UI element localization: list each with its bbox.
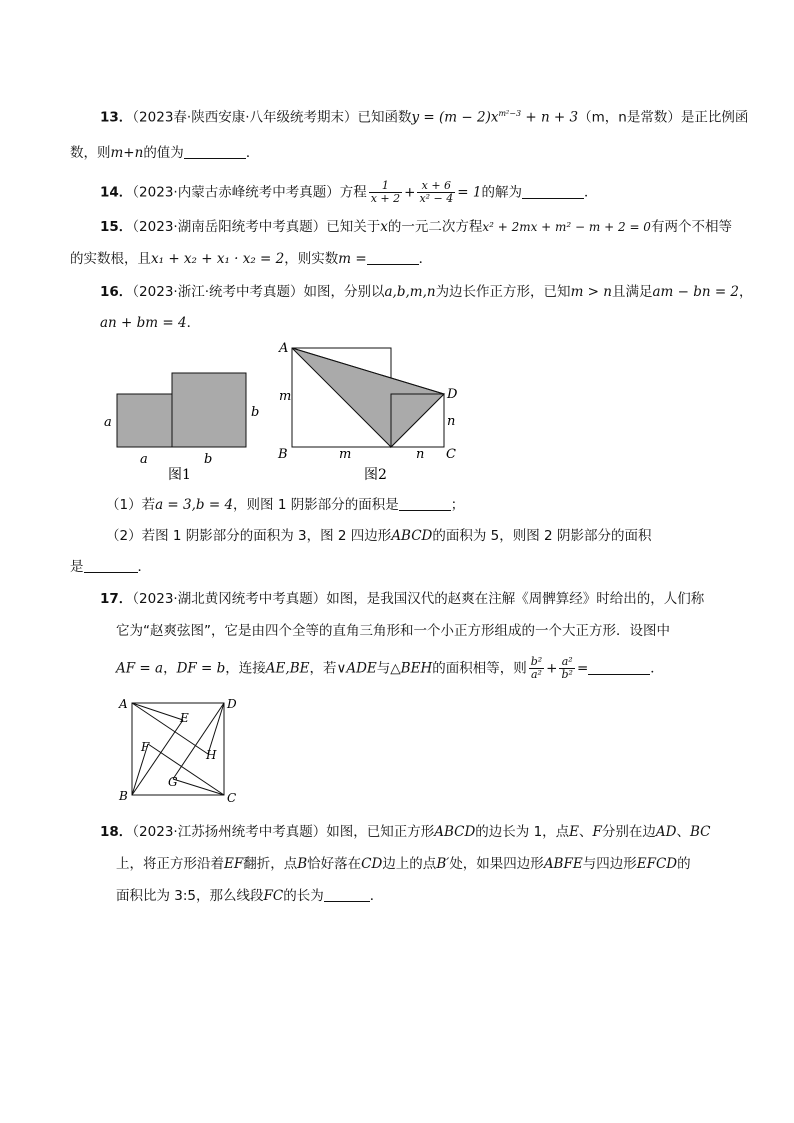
punctuation: ； <box>450 497 465 513</box>
question-number: 17． <box>100 591 133 607</box>
point-b: B <box>297 856 308 872</box>
denominator: a² <box>530 668 542 681</box>
q17-line-3 <box>116 656 664 681</box>
q16-line-1 <box>100 282 753 302</box>
point-D: D <box>447 387 458 402</box>
triangle-2: △BEH <box>390 660 433 677</box>
numerator: b² <box>530 655 543 668</box>
expression: m+n <box>110 145 144 161</box>
question-number: 16． <box>100 284 133 300</box>
formula-tail: + n + 3 <box>521 109 579 126</box>
question-number: 13． <box>100 109 133 126</box>
question-text: 的 <box>677 856 691 872</box>
answer-blank <box>324 887 370 902</box>
shape-name: ABCD <box>391 528 433 544</box>
question-number: 18． <box>100 824 133 840</box>
label-n-bottom: n <box>416 447 425 462</box>
condition: x₁ + x₂ + x₁ · x₂ = 2 <box>151 251 285 267</box>
answer-blank <box>84 558 138 573</box>
denominator: x² − 4 <box>419 192 454 205</box>
question-source: （2023·内蒙古赤峰统考中考真题） <box>132 184 340 201</box>
figure-caption: 图2 <box>364 467 387 483</box>
q17-line-1 <box>100 589 704 609</box>
question-text: 方程 <box>339 184 367 201</box>
question-text: ，则实数 <box>284 251 339 267</box>
punctuation: ， <box>163 660 177 677</box>
answer-blank <box>184 144 246 159</box>
question-text: 的值为 <box>143 145 184 161</box>
fraction-b2-a2 <box>529 656 544 681</box>
q16-sub-2 <box>106 526 651 546</box>
square-name: ABCD <box>434 824 476 840</box>
shaded-triangle-2 <box>391 394 444 447</box>
question-text: 与 <box>376 660 391 677</box>
segment-DH <box>208 703 224 754</box>
question-text: 为边长作正方形，已知 <box>435 284 571 300</box>
question-text: 它为“赵爽弦图”，它是由四个全等的直角三角形和一个小正方形组成的一个大正方形．设图中 <box>116 623 670 639</box>
q16-sub-2-cont <box>70 557 151 577</box>
numerator: x + 6 <box>417 180 455 193</box>
question-text: 分别在边 <box>601 824 656 840</box>
question-text: 如图，分别以 <box>303 284 385 300</box>
point-C: C <box>446 447 456 462</box>
label-m-side: m <box>279 389 292 404</box>
question-text: 与四边形 <box>582 856 637 872</box>
question-text: 数，则 <box>70 145 111 161</box>
fraction-2 <box>417 180 455 205</box>
punctuation: ． <box>650 660 664 677</box>
punctuation: ． <box>369 888 384 904</box>
point-B: B <box>278 447 288 462</box>
question-text: 翻折，点 <box>243 856 298 872</box>
side-ad: AD <box>655 824 677 840</box>
question-source: （2023·湖北黄冈统考中考真题） <box>132 591 327 607</box>
variable: x <box>380 219 388 235</box>
sub-condition: a = 3,b = 4 <box>155 497 234 513</box>
question-source: （2023春·陕西安康·八年级统考期末） <box>132 109 358 126</box>
question-text: 的边长为 1，点 <box>475 824 570 840</box>
point-e: E <box>569 824 580 840</box>
variables: a,b,m,n <box>384 284 436 300</box>
q18-line-3 <box>116 886 383 906</box>
question-text: 的实数根，且 <box>70 251 151 267</box>
answer-blank <box>588 660 650 675</box>
answer-blank <box>399 496 451 511</box>
numerator: 1 <box>369 180 402 193</box>
question-text: ，连接 <box>225 660 266 677</box>
side-bc: BC <box>689 824 711 840</box>
question-text: 面积比为 3:5，那么线段 <box>116 888 264 904</box>
question-text: 且满足 <box>611 284 653 300</box>
segment-fc: FC <box>263 888 284 904</box>
condition-2: am − bn = 2 <box>652 284 740 300</box>
question-text: （m，n是常数）是正比例函 <box>578 109 749 126</box>
punctuation: ， <box>739 284 753 300</box>
question-text: 的一元二次方程 <box>387 219 483 235</box>
question-source: （2023·浙江·统考中考真题） <box>132 284 304 300</box>
q15-line-1 <box>100 217 732 237</box>
point-E: E <box>180 711 189 725</box>
answer-blank <box>367 250 419 265</box>
question-number: 15． <box>100 219 133 235</box>
question-text: 如图，是我国汉代的赵爽在注解《周髀算经》时给出的，人们称 <box>326 591 705 607</box>
equation-rhs: = 1 <box>457 184 482 201</box>
q18-line-1 <box>100 822 711 842</box>
df-expr: DF = b <box>176 660 226 677</box>
question-text: 上，将正方形沿着 <box>116 856 224 872</box>
punctuation: ． <box>245 145 260 161</box>
q17-figure <box>116 692 246 810</box>
label-b-side: b <box>251 405 260 420</box>
quad-abfe: ABFE <box>543 856 583 872</box>
segment-AE <box>132 703 183 720</box>
equals-sign: = <box>576 660 589 677</box>
denominator: x + 2 <box>370 192 401 205</box>
question-source: （2023·江苏扬州统考中考真题） <box>132 824 327 840</box>
fold-line: EF <box>224 856 244 872</box>
question-number: 14． <box>100 184 133 201</box>
question-text: 的长为 <box>283 888 324 904</box>
equation: x² + 2mx + m² − m + 2 = 0 <box>482 220 651 234</box>
q13-line-2 <box>70 143 259 163</box>
af-expr: AF = a <box>116 660 164 677</box>
fraction-1 <box>369 180 402 205</box>
answer-var: m = <box>338 251 367 267</box>
label-a-side: a <box>104 415 112 430</box>
plus-sign: + <box>546 660 558 677</box>
punctuation: 、 <box>676 824 690 840</box>
punctuation: ． <box>137 559 151 575</box>
point-b-prime: B′ <box>436 856 450 872</box>
question-text: 的解为 <box>481 184 522 201</box>
q15-line-2 <box>70 249 432 269</box>
condition-1: m > n <box>570 284 612 300</box>
fraction-a2-b2 <box>559 656 574 681</box>
point-D: D <box>227 697 237 711</box>
function-formula: y = (m − 2)x <box>411 109 499 126</box>
punctuation: 、 <box>579 824 593 840</box>
point-f: F <box>592 824 602 840</box>
point-H: H <box>206 748 217 762</box>
question-text: 的面积相等，则 <box>432 660 527 677</box>
square-b <box>172 373 246 447</box>
question-text: ，若 <box>309 660 337 677</box>
side-cd: CD <box>361 856 383 872</box>
question-text: 如图，已知正方形 <box>326 824 435 840</box>
numerator: a² <box>559 656 574 669</box>
point-G: G <box>168 775 178 789</box>
punctuation: ． <box>186 315 201 331</box>
segment-CG <box>173 779 224 795</box>
figure-caption: 图1 <box>168 467 191 483</box>
q16-figure-1 <box>98 365 268 485</box>
quad-efcd: EFCD <box>636 856 678 872</box>
punctuation: ． <box>418 251 433 267</box>
label-n-side: n <box>447 414 456 429</box>
point-A: A <box>119 697 128 711</box>
label-m-bottom: m <box>339 447 352 462</box>
q18-line-2 <box>116 854 691 874</box>
point-B: B <box>119 789 128 803</box>
q16-line-2 <box>100 313 200 333</box>
condition-3: an + bm = 4 <box>100 315 187 331</box>
q14-line-1: 14．（2023·内蒙古赤峰统考中考真题）方程 $\frac{1}{x + 2}$ + $\frac{x + 6}{\text{x² − 4}}$ = 1的解为 ． <box>100 179 598 205</box>
question-text: 已知关于 <box>326 219 381 235</box>
q16-figure-2 <box>272 338 472 484</box>
question-text: 有两个不相等 <box>650 219 732 235</box>
segments: AE,BE <box>265 660 310 677</box>
label-a-bottom: a <box>140 452 148 467</box>
point-F: F <box>141 740 150 754</box>
exponent: m²−3 <box>498 109 522 118</box>
sub-question-text: ，则图 1 阴影部分的面积是 <box>233 497 399 513</box>
question-text: 处，如果四边形 <box>449 856 544 872</box>
punctuation: ． <box>583 184 598 201</box>
sub-question-text: （2）若图 1 阴影部分的面积为 3，图 2 四边形 <box>106 528 392 544</box>
denominator: b² <box>561 668 573 681</box>
point-A: A <box>279 341 289 356</box>
q16-sub-1 <box>106 495 464 515</box>
question-source: （2023·湖南岳阳统考中考真题） <box>132 219 327 235</box>
sub-question-text: （1）若 <box>106 497 156 513</box>
answer-blank <box>522 184 584 199</box>
triangle-1: ∨ADE <box>336 660 377 677</box>
sub-question-text: 是 <box>70 559 84 575</box>
sub-question-text: 的面积为 5，则图 2 阴影部分的面积 <box>432 528 652 544</box>
square-a <box>117 394 172 447</box>
question-text: 已知函数 <box>357 109 412 126</box>
point-C: C <box>227 791 237 805</box>
question-text: 恰好落在 <box>307 856 362 872</box>
question-text: 边上的点 <box>382 856 437 872</box>
q17-line-2 <box>116 621 670 641</box>
q13-line-1 <box>100 104 748 128</box>
label-b-bottom: b <box>204 452 213 467</box>
